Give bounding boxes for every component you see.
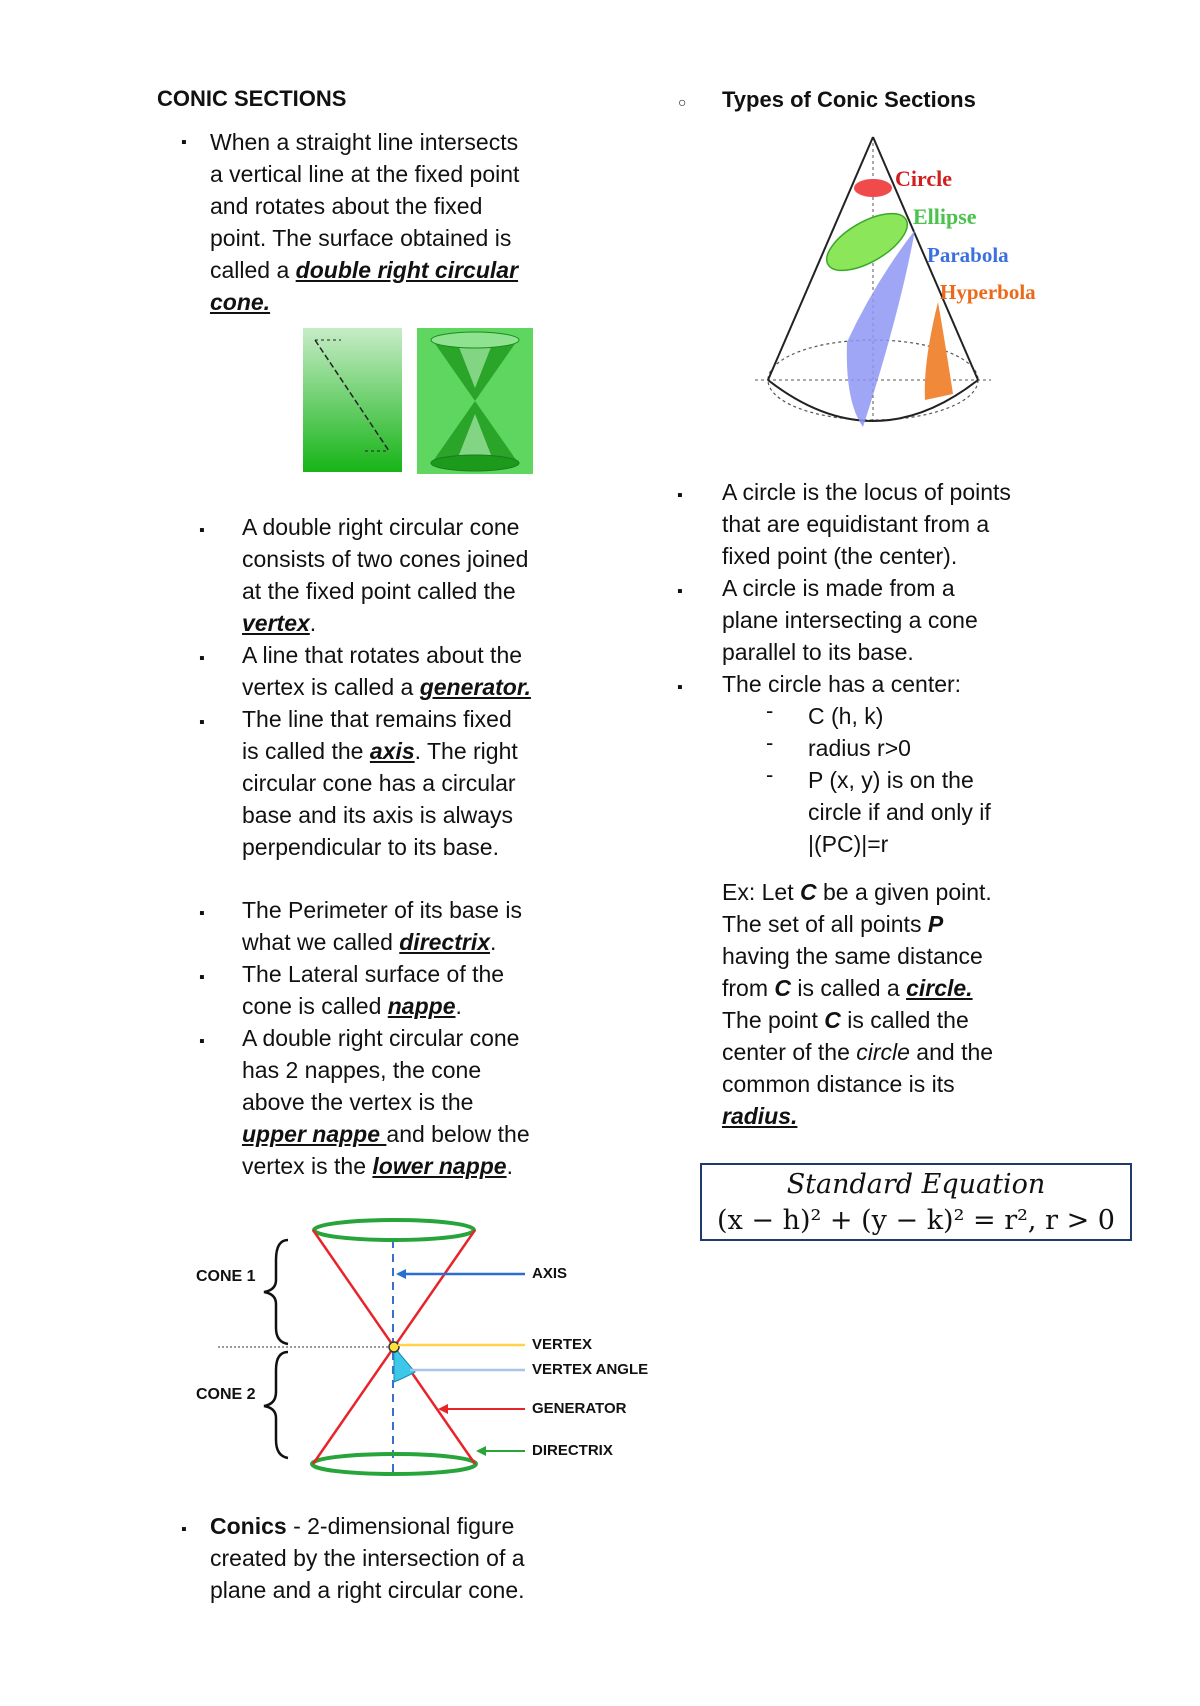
dash-marker: - <box>766 730 774 755</box>
circle-plane-paragraph: A circle is made from a plane intersecting a cone parallel to its base. <box>722 575 978 665</box>
term-radius: radius. <box>722 1103 798 1129</box>
equation-formula: (x − h)² + (y − k)² = r², r > 0 <box>717 1205 1115 1236</box>
radius-item: radius r>0 <box>808 735 911 761</box>
circle-locus-paragraph: A circle is the locus of points that are equidistant from a fixed point (the center). <box>722 479 1011 569</box>
bullet-marker: ▪ <box>181 134 187 151</box>
generator-paragraph: A line that rotates about the vertex is called a generator. <box>242 642 531 700</box>
bullet-marker: ▪ <box>199 650 205 667</box>
hyperbola-section <box>925 302 953 400</box>
hyperbola-type-label: Hyperbola <box>940 280 1036 304</box>
parabola-type-label: Parabola <box>927 243 1009 267</box>
bullet-marker: ▪ <box>199 905 205 922</box>
standard-equation-box <box>700 1163 1132 1241</box>
term-nappe: nappe <box>387 993 456 1019</box>
vertex-point <box>389 1342 399 1352</box>
circle-section <box>854 179 892 197</box>
double-cone-image <box>417 328 533 474</box>
generator-line-image <box>303 328 402 472</box>
term-double-right-circular: double right circular <box>295 257 519 283</box>
ellipse-type-label: Ellipse <box>913 204 977 229</box>
axis-paragraph: The line that remains fixed is called the axis. The right circular cone has a circular base and its axis is always perpendicular to its base. <box>242 706 518 860</box>
conic-types-diagram <box>755 132 1055 432</box>
generator-label: GENERATOR <box>532 1400 627 1417</box>
bullet-marker: ▪ <box>199 1033 205 1050</box>
term-conics: Conics <box>210 1513 287 1539</box>
example-paragraph: Ex: Let C be a given point. The set of all points P having the same distance from C is called a circle. The point C is called the center of the circle and the common distance is its radius. <box>722 879 994 1129</box>
intro-paragraph <box>210 126 570 318</box>
term-vertex: vertex <box>242 610 310 636</box>
bullet-marker: ▪ <box>677 679 683 696</box>
circle-type-label: Circle <box>895 166 953 191</box>
cone-parts-svg <box>180 1210 680 1480</box>
vertex-label: VERTEX <box>532 1336 593 1353</box>
center-item: C (h, k) <box>808 703 884 729</box>
term-upper-nappe: upper nappe <box>242 1121 387 1147</box>
term-directrix: directrix <box>399 929 491 955</box>
intro-line: and rotates about the fixed <box>210 193 483 219</box>
cone1-label: CONE 1 <box>196 1268 256 1285</box>
point-item: P (x, y) is on the circle if and only if |(PC)|=r <box>808 767 991 857</box>
bullet-marker: ▪ <box>199 522 205 539</box>
intro-line: a vertical line at the fixed point <box>210 161 520 187</box>
bullet-marker: ▪ <box>677 487 683 504</box>
circle-bullet-icon: ○ <box>678 94 687 110</box>
vertex-angle-label: VERTEX ANGLE <box>532 1361 649 1378</box>
intro-line: When a straight line intersects <box>210 129 519 155</box>
circle-center-paragraph: The circle has a center: <box>722 671 962 697</box>
page-heading: CONIC SECTIONS <box>157 86 347 111</box>
nappe-paragraph: The Lateral surface of the cone is called nappe. <box>242 961 505 1019</box>
intro-line: called a double right circular <box>210 257 519 283</box>
top-base-ellipse <box>314 1220 474 1240</box>
bullet-marker: ▪ <box>677 583 683 600</box>
dash-marker: - <box>766 698 774 723</box>
term-axis: axis <box>369 738 415 764</box>
dash-marker: - <box>766 762 774 787</box>
cone2-label: CONE 2 <box>196 1386 256 1403</box>
bullet-marker: ▪ <box>199 969 205 986</box>
term-cone: cone. <box>210 289 271 315</box>
vertex-paragraph: A double right circular cone consists of two cones joined at the fixed point called the vertex. <box>242 514 529 636</box>
term-generator: generator. <box>419 674 531 700</box>
axis-label: AXIS <box>532 1265 568 1282</box>
types-heading: Types of Conic Sections <box>722 87 976 112</box>
nappes-paragraph: A double right circular cone has 2 nappes, the cone above the vertex is the upper nappe and below the vertex is the lower nappe. <box>242 1025 530 1179</box>
term-circle: circle. <box>906 975 973 1001</box>
term-lower-nappe: lower nappe <box>372 1153 507 1179</box>
conics-paragraph: Conics - 2-dimensional figure created by the intersection of a plane and a right circular cone. <box>210 1513 525 1603</box>
directrix-label: DIRECTRIX <box>532 1442 613 1459</box>
equation-title: Standard Equation <box>786 1169 1046 1200</box>
directrix-paragraph: The Perimeter of its base is what we called directrix. <box>242 897 522 955</box>
cone-parts-diagram <box>180 1210 680 1480</box>
intro-line: point. The surface obtained is <box>210 225 512 251</box>
bullet-marker: ▪ <box>199 714 205 731</box>
bullet-marker: ▪ <box>181 1521 187 1538</box>
